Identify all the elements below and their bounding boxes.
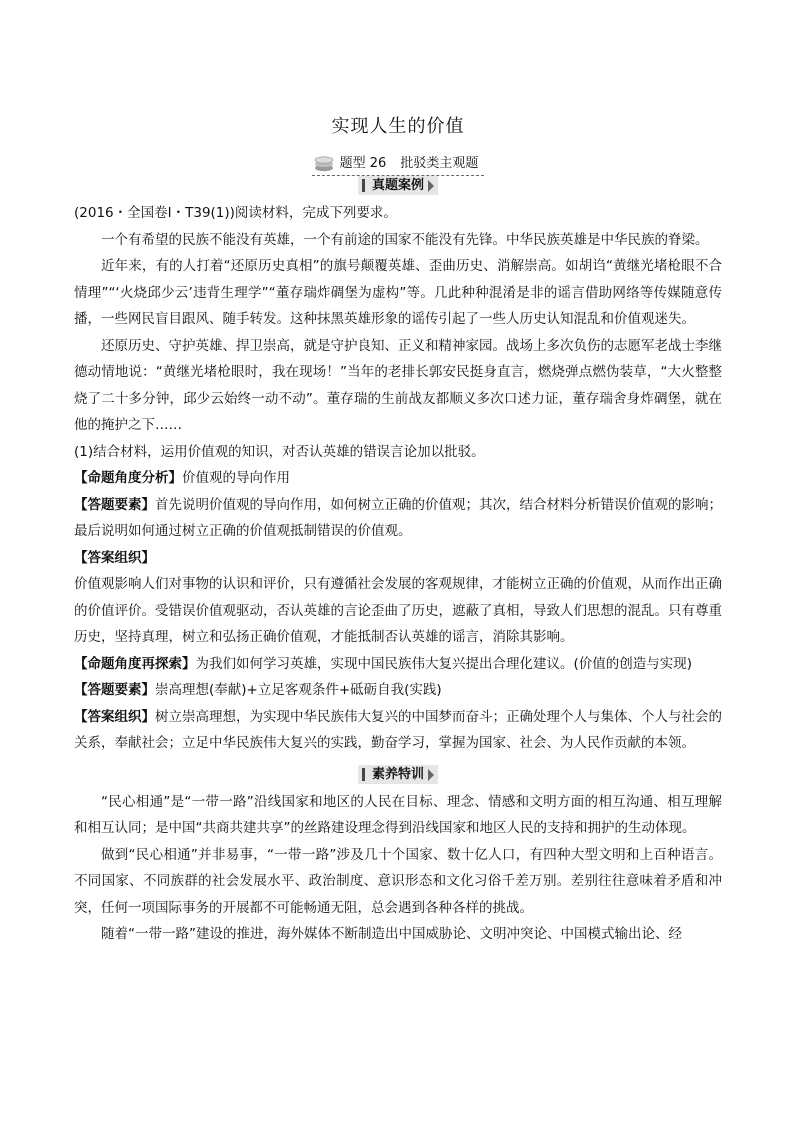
material-paragraph: 一个有希望的民族不能没有英雄，一个有前途的国家不能没有先锋。中华民族英雄是中华民族的脊梁。 bbox=[101, 231, 709, 248]
key-points2-label: 【答题要素】 bbox=[74, 682, 155, 698]
answer-label: 【答案组织】 bbox=[74, 549, 155, 566]
key-points-text: 首先说明价值观的导向作用，如何树立正确的价值观；其次，结合材料分析错误价值观的影响；最后说明如何通过树立正确的价值观抵制错误的价值观。 bbox=[74, 496, 722, 539]
key-points2-text: 崇高理想(奉献)+立足客观条件+砥砺自我(实践) bbox=[155, 682, 442, 698]
question-text: (1)结合材料，运用价值观的知识，对否认英雄的错误言论加以批驳。 bbox=[74, 443, 485, 460]
question-type bbox=[312, 153, 485, 176]
explore-text: 为我们如何学习英雄，实现中国民族伟大复兴提出合理化建议。(价值的创造与实现) bbox=[195, 655, 693, 672]
training-paragraph: 随着“一带一路”建设的推进，海外媒体不断制造出中国威胁论、文明冲突论、中国模式输出论、经 bbox=[101, 926, 682, 942]
training-paragraph: “民心相通”是“一带一路”沿线国家和地区的人民在目标、理念、情感和文明方面的相互沟通、相互理解和相互认同；是中国“共商共建共享”的丝路建设理念得到沿线国家和地区人民的支持和拥护的生动体现。 bbox=[74, 793, 722, 836]
key-points2-row bbox=[74, 677, 722, 704]
answer-text: 价值观影响人们对事物的认识和评价，只有遵循社会发展的客观规律，才能树立正确的价值观，从而作出正确的价值评价。受错误价值观驱动，否认英雄的言论歪曲了历史，遮蔽了真相，导致人们思想的混乱。只有尊重历史，坚持真理，树立和弘扬正确价值观，才能抵制否认英雄的谣言，消除其影响。 bbox=[74, 576, 722, 645]
analysis-label: 【命题角度分析】 bbox=[74, 470, 182, 486]
material-paragraph: 近年来，有的人打着“还原历史真相”的旗号颠覆英雄、歪曲历史、消解崇高。如胡诌“黄继光堵枪眼不合情理”“‘火烧邱少云’违背生理学”“董存瑞炸碉堡为虚构”等。几此种种混淆是非的谣言借助网络等传媒随意传播，一些网民盲目跟风、随手转发。这种抹黑英雄形象的谣传引起了一些人历史认知混乱和价值观迷失。 bbox=[74, 258, 722, 327]
explore-label: 【命题角度再探索】 bbox=[74, 655, 196, 672]
training-paragraph: 做到“民心相通”并非易事，“一带一路”涉及几十个国家、数十亿人口，有四种大型文明和上百种语言。不同国家、不同族群的社会发展水平、政治制度、意识形态和文化习俗千差万别。差别往往意味着矛盾和冲突，任何一项国际事务的开展都不可能畅通无阻，总会遇到各种各样的挑战。 bbox=[74, 846, 722, 916]
question-type-name: 批驳类主观题 bbox=[400, 156, 479, 171]
source-line: (2016・全国卷Ⅰ・T39(1))阅读材料，完成下列要求。 bbox=[74, 205, 397, 221]
section-heading-wrap bbox=[74, 765, 722, 785]
answer2-label: 【答案组织】 bbox=[74, 708, 155, 725]
answer2-text: 树立崇高理想，为实现中华民族伟大复兴的中国梦而奋斗；正确处理个人与集体、个人与社会的关系，奉献社会；立足中华民族伟大复兴的实践，勤奋学习，掌握为国家、社会、为人民作贡献的本领。 bbox=[74, 708, 722, 751]
section-heading-wrap bbox=[74, 176, 722, 196]
book-stack-icon bbox=[314, 155, 334, 172]
analysis-text: 价值观的导向作用 bbox=[182, 470, 290, 486]
document-page bbox=[74, 112, 722, 948]
analysis-row bbox=[74, 465, 722, 492]
question-type-banner bbox=[74, 152, 722, 174]
question-type-number: 题型 26 bbox=[339, 156, 387, 171]
key-points-row bbox=[74, 492, 722, 545]
page-title: 实现人生的价值 bbox=[331, 116, 465, 137]
explore-row bbox=[74, 651, 722, 678]
section-heading-training: 素养特训 bbox=[358, 765, 438, 784]
section-heading-cases: 真题案例 bbox=[358, 176, 438, 195]
material-paragraph: 还原历史、守护英雄、捍卫崇高，就是守护良知、正义和精神家园。战场上多次负伤的志愿军老战士李继德动情地说：“黄继光堵枪眼时，我在现场！”当年的老排长郭安民挺身直言，燃烧弹点燃伪装草，“大火整整烧了二十多分钟，邱少云始终一动不动”。董存瑞的生前战友都顺义多次口述力证，董存瑞舍身炸碉堡，就在他的掩护之下…… bbox=[74, 337, 722, 433]
answer2-row bbox=[74, 704, 722, 757]
key-points-label: 【答题要素】 bbox=[74, 496, 155, 513]
answer-label-row bbox=[74, 545, 722, 572]
